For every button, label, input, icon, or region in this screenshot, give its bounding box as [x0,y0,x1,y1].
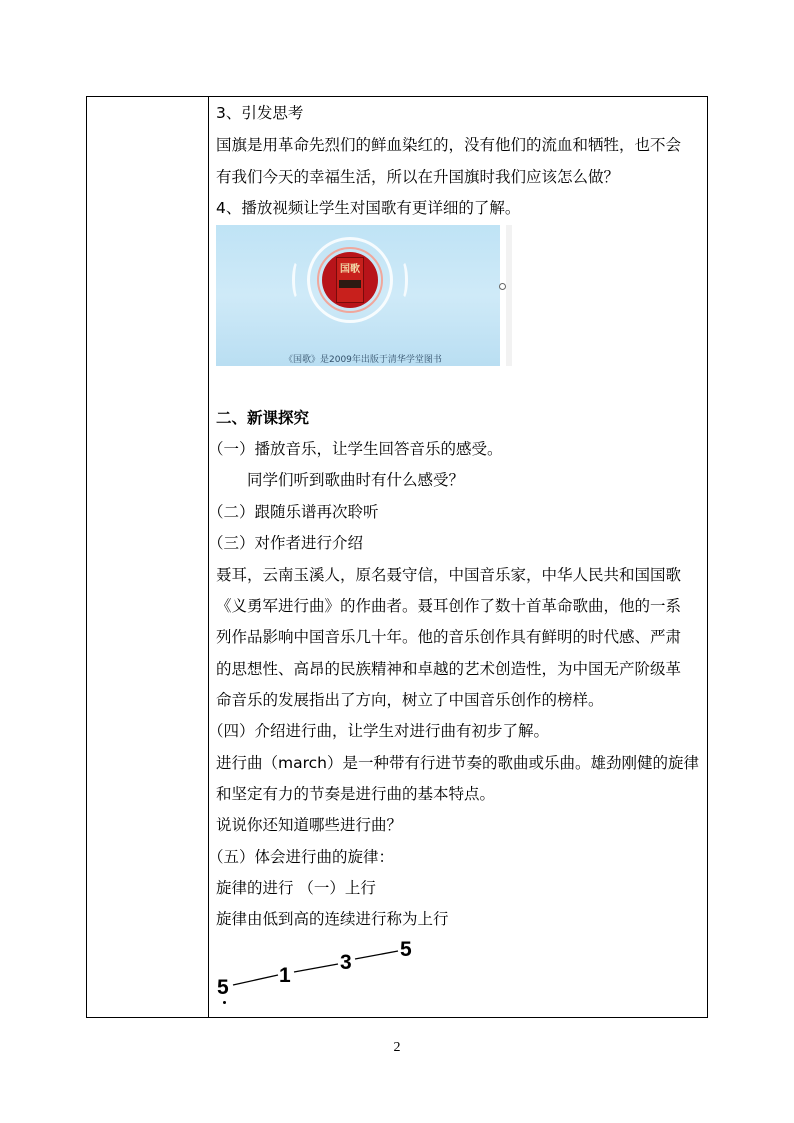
step-3-heading: 3、引发思考 [216,104,304,122]
step-4-heading: 4、播放视频让学生对国歌有更详细的了解。 [216,199,521,217]
ascending-melody-diagram [216,937,436,1017]
subsection-2: （二）跟随乐谱再次聆听 [208,503,379,521]
note-1: 1 [279,964,291,987]
resize-handle[interactable] [499,283,506,290]
subsection-4: （四）介绍进行曲，让学生对进行曲有初步了解。 [208,722,550,740]
image-edge [506,225,512,366]
decor-arc-right [396,260,408,300]
paragraph-line: 和坚定有力的节奏是进行曲的基本特点。 [216,785,496,803]
lesson-table [86,96,708,1018]
column-divider [208,97,209,1017]
question-line: 说说你还知道哪些进行曲？ [216,816,403,834]
melody-heading: 旋律的进行 （一）上行 [216,879,376,897]
paragraph-line: 聂耳，云南玉溪人，原名聂守信，中国音乐家，中华人民共和国国歌 [216,566,682,584]
paragraph-line: 《义勇军进行曲》的作曲者。聂耳创作了数十首革命歌曲，他的一系 [216,597,682,615]
book-title: 国歌 [340,264,360,275]
subsection-1: （一）播放音乐，让学生回答音乐的感受。 [208,440,503,458]
video-thumbnail[interactable] [216,225,500,366]
melody-definition: 旋律由低到高的连续进行称为上行 [216,910,449,928]
subsection-5: （五）体会进行曲的旋律： [208,848,395,866]
paragraph-line: 的思想性、高昂的民族精神和卓越的艺术创造性，为中国无产阶级革 [216,660,682,678]
decor-arc-left [292,260,304,300]
video-caption: 《国歌》是2009年出版于清华学堂图书 [284,355,442,365]
book-cover [336,257,364,303]
page-number: 2 [393,1040,401,1055]
paragraph-line: 列作品影响中国音乐几十年。他的音乐创作具有鲜明的时代感、严肃 [216,628,682,646]
low-octave-dot [223,1001,226,1004]
paragraph-line: 命音乐的发展指出了方向，树立了中国音乐创作的榜样。 [216,691,604,709]
section-heading: 二、新课探究 [216,409,310,427]
paragraph-line: 国旗是用革命先烈们的鲜血染红的，没有他们的流血和牺牲，也不会 [216,136,682,154]
note-low-5: 5 [217,976,229,999]
subsection-3: （三）对作者进行介绍 [208,534,364,552]
note-5: 5 [400,938,412,961]
paragraph-line: 进行曲（march）是一种带有行进节奏的歌曲或乐曲。雄劲刚健的旋律 [216,754,699,772]
note-3: 3 [340,951,352,974]
book-band [339,280,361,288]
question-line: 同学们听到歌曲时有什么感受？ [247,471,465,489]
paragraph-line: 有我们今天的幸福生活，所以在升国旗时我们应该怎么做？ [216,168,620,186]
